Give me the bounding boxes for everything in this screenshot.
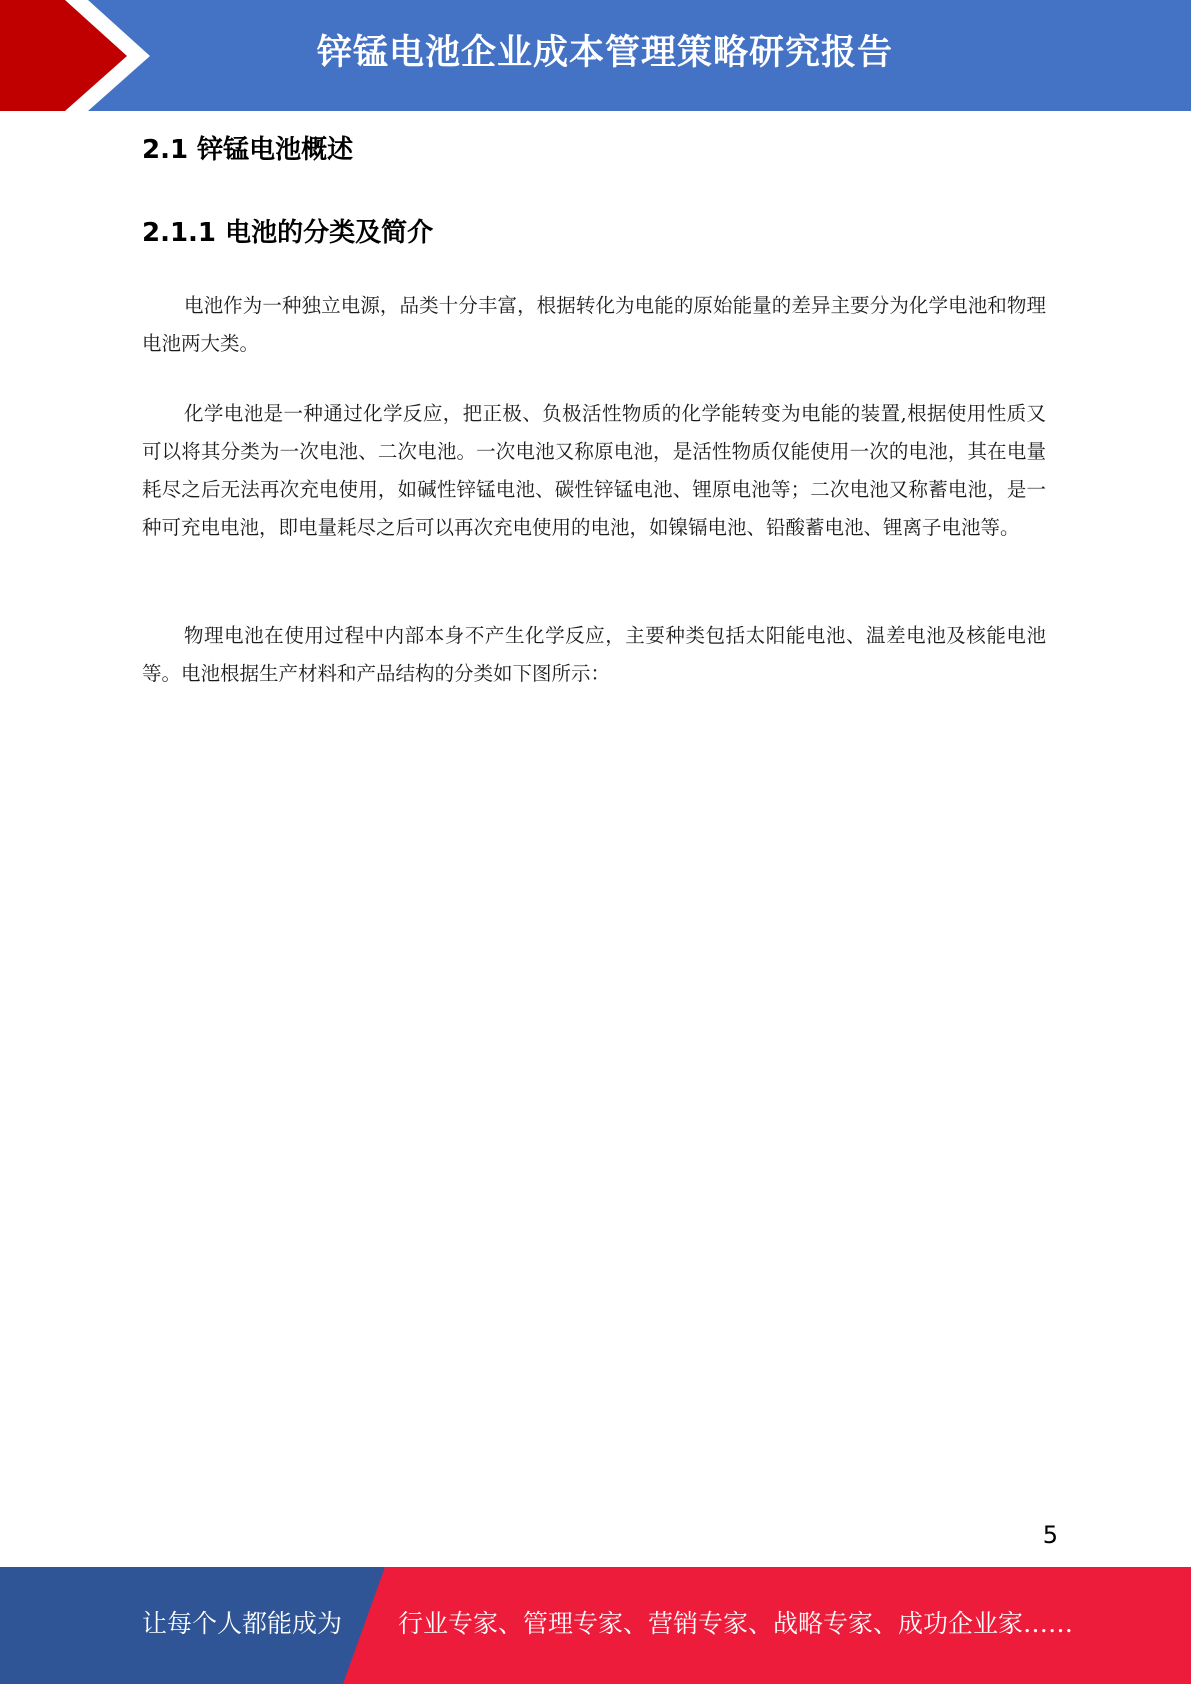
section-heading-2-1-1: 2.1.1 电池的分类及简介 [142,218,434,248]
body-paragraph: 物理电池在使用过程中内部本身不产生化学反应，主要种类包括太阳能电池、温差电池及核能电池等。电池根据生产材料和产品结构的分类如下图所示： [142,624,1046,685]
body-paragraph: 电池作为一种独立电源，品类十分丰富，根据转化为电能的原始能量的差异主要分为化学电池和物理电池两大类。 [142,294,1046,355]
header-banner [0,0,1191,111]
footer-slogan-left: 让每个人都能成为 [142,1609,343,1638]
footer-banner [0,1567,1191,1684]
report-title: 锌锰电池企业成本管理策略研究报告 [316,33,893,73]
footer-slogan-right: 行业专家、管理专家、营销专家、战略专家、成功企业家…… [398,1609,1074,1638]
body-paragraph: 化学电池是一种通过化学反应，把正极、负极活性物质的化学能转变为电能的装置,根据使用性质又可以将其分类为一次电池、二次电池。一次电池又称原电池，是活性物质仅能使用一次的电池，其在电量耗尽之后无法再次充电使用，如碱性锌锰电池、碳性锌锰电池、锂原电池等；二次电池又称蓄电池，是一种可充电电池，即电量耗尽之后可以再次充电使用的电池，如镍镉电池、铅酸蓄电池、锂离子电池等。 [142,402,1046,539]
page-number: 5 [1042,1521,1058,1549]
header-chevron-decoration [0,0,160,111]
section-heading-2-1: 2.1 锌锰电池概述 [142,135,354,165]
